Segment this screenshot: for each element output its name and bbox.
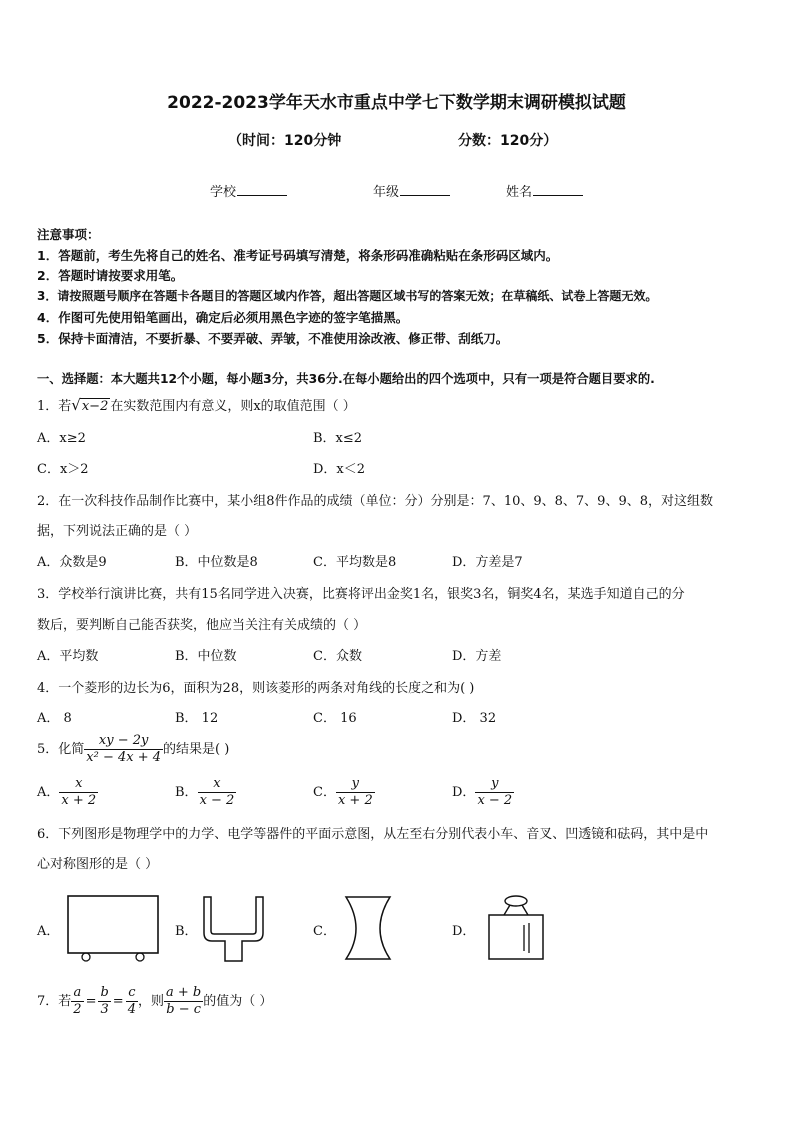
q1-option-b[interactable]: B．x≤2: [313, 431, 363, 446]
q5-option-d[interactable]: D． $\frac{y}{x - 2}$: [452, 776, 513, 808]
q2-line2: 据，下列说法正确的是（ ）: [37, 524, 198, 539]
q6-option-a-label[interactable]: A．: [37, 924, 60, 939]
q5-option-c[interactable]: C． $\frac{y}{x + 2}$: [313, 776, 373, 808]
grade-field[interactable]: [373, 181, 450, 200]
concave-lens-figure[interactable]: [340, 893, 396, 965]
tuning-fork-figure[interactable]: [198, 893, 270, 965]
q4-text: 4．一个菱形的边长为6，面积为28，则该菱形的两条对角线的长度之和为( ): [37, 681, 475, 696]
grade-label: 年级: [373, 185, 400, 200]
q1-option-d[interactable]: D．x＜2: [313, 462, 366, 477]
q1-option-c[interactable]: C．x＞2: [37, 462, 89, 477]
q2-option-a[interactable]: A．众数是9: [37, 555, 107, 570]
q3-option-b[interactable]: B．中位数: [175, 649, 237, 664]
notice-heading: 注意事项：: [37, 227, 100, 242]
q5-prefix: 5．化简: [37, 742, 85, 757]
question-7: 7．若 $\frac{a}{2}$ = $\frac{b}{3}$ = $\frac{c}{4}$ ，则 $\frac{a + b}{b - c}$ 的值为（ ）: [37, 985, 273, 1017]
cart-figure[interactable]: [64, 893, 164, 965]
notice-item: 3．请按照题号顺序在答题卡各题目的答题区域内作答，超出答题区域书写的答案无效；在草稿纸、试卷上答题无效。: [37, 289, 658, 303]
name-label: 姓名: [506, 185, 533, 200]
q2-line1: 2．在一次科技作品制作比赛中，某小组8件作品的成绩（单位：分）分别是：7、10、9、8、7、9、9、8，对这组数: [37, 494, 713, 509]
q5-option-b[interactable]: B． $\frac{x}{x - 2}$: [175, 776, 235, 808]
q6-option-c-label[interactable]: C．: [313, 924, 336, 939]
q5-fraction: $\frac{xy - 2y}{\text{x² − 4x + 4}}$: [86, 733, 162, 765]
q5-option-a[interactable]: A． $\frac{x}{x + 2}$: [37, 776, 97, 808]
q3-option-d[interactable]: D．方差: [452, 649, 502, 664]
q2-option-b[interactable]: B．中位数是8: [175, 555, 258, 570]
weight-figure[interactable]: [484, 893, 548, 965]
question-1: [37, 395, 356, 414]
q6-line1: 6．下列图形是物理学中的力学、电学等器件的平面示意图，从左至右分别代表小车、音叉、凹透镜和砝码，其中是中: [37, 827, 709, 842]
name-blank[interactable]: [533, 183, 583, 196]
q6-option-b-label[interactable]: B．: [175, 924, 198, 939]
notice-item: 1．答题前，考生先将自己的姓名、准考证号码填写清楚，将条形码准确粘贴在条形码区域内。: [37, 248, 559, 263]
sqrt-sign: √: [71, 396, 81, 414]
notice-item: 4．作图可先使用铅笔画出，确定后必须用黑色字迹的签字笔描黑。: [37, 310, 409, 325]
q3-option-a[interactable]: A．平均数: [37, 649, 99, 664]
q4-option-b[interactable]: B． 12: [175, 711, 219, 726]
q4-option-d[interactable]: D． 32: [452, 711, 497, 726]
q3-line2: 数后，要判断自己能否获奖，他应当关注有关成绩的（ ）: [37, 618, 367, 633]
exam-time: （时间：120分钟: [228, 133, 342, 149]
question-5: [37, 733, 229, 766]
school-field[interactable]: [210, 181, 287, 200]
q4-option-a[interactable]: A． 8: [37, 711, 72, 726]
name-field[interactable]: [506, 181, 583, 200]
q5-suffix: 的结果是( ): [163, 742, 230, 757]
notice-item: 2．答题时请按要求用笔。: [37, 268, 184, 283]
q3-line1: 3．学校举行演讲比赛，共有15名同学进入决赛，比赛将评出金奖1名，银奖3名，铜奖4名，某选手知道自己的分: [37, 587, 685, 602]
q1-option-a[interactable]: A．x≥2: [37, 431, 86, 446]
q6-line2: 心对称图形的是（ ）: [37, 857, 159, 872]
page-title: 2022-2023学年天水市重点中学七下数学期末调研模拟试题: [167, 93, 626, 113]
notice-item: 5．保持卡面清洁，不要折暴、不要弄破、弄皱，不准使用涂改液、修正带、刮纸刀。: [37, 331, 509, 346]
q6-option-d-label[interactable]: D．: [452, 924, 476, 939]
q1-radicand: x−2: [81, 399, 109, 414]
grade-blank[interactable]: [400, 183, 450, 196]
section-heading: 一、选择题：本大题共12个小题，每小题3分，共36分.在每小题给出的四个选项中，只有一项是符合题目要求的.: [37, 372, 655, 386]
school-blank[interactable]: [237, 183, 287, 196]
q4-option-c[interactable]: C． 16: [313, 711, 357, 726]
q1-suffix: 在实数范围内有意义，则x的取值范围（ ）: [110, 399, 356, 414]
exam-score: 分数：120分）: [458, 133, 558, 149]
q2-option-d[interactable]: D．方差是7: [452, 555, 523, 570]
school-label: 学校: [210, 185, 237, 200]
q3-option-c[interactable]: C．众数: [313, 649, 362, 664]
q2-option-c[interactable]: C．平均数是8: [313, 555, 397, 570]
q1-prefix: 1．若: [37, 399, 72, 414]
